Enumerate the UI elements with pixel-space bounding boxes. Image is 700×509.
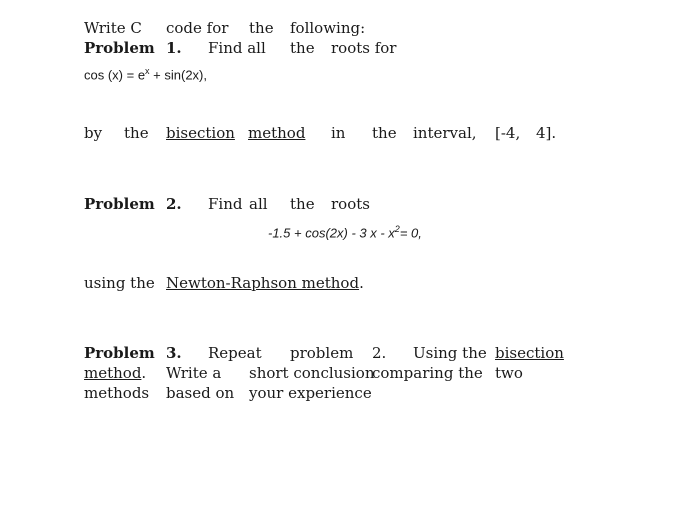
p1-by: by	[84, 124, 103, 142]
equation-2	[268, 220, 422, 242]
equation-1	[84, 62, 207, 84]
line1-write: Write C	[84, 19, 142, 37]
problem-3-label: Problem	[84, 344, 155, 362]
p1-bisection: bisection	[166, 124, 235, 142]
p2-method-phrase	[166, 274, 364, 292]
p1-the: the	[124, 124, 149, 142]
problem-2-find: Find	[208, 195, 243, 213]
p3-problem: problem	[290, 344, 354, 362]
equation-2-main: -1.5 + cos(2x) - 3 x - x	[268, 225, 395, 241]
equation-2-tail: = 0,	[399, 225, 422, 241]
p3-repeat: Repeat	[208, 344, 262, 362]
p1-method: method	[248, 124, 306, 142]
problem-2-all: all	[249, 195, 268, 213]
p1-interval-start: [-4,	[495, 124, 521, 142]
p3-method-period: .	[141, 364, 147, 382]
p1-interval: interval,	[413, 124, 477, 142]
equation-1-main: cos (x) = e	[84, 67, 146, 83]
p2-newton-raphson: Newton-Raphson method	[166, 274, 360, 292]
p3-comparing-the: comparing the	[372, 364, 483, 382]
p1-the-2: the	[372, 124, 397, 142]
equation-1-tail: + sin(2x),	[153, 67, 207, 83]
problem-1-roots-for: roots for	[331, 39, 397, 57]
p1-in: in	[331, 124, 346, 142]
equation-1-exponent: x	[145, 66, 150, 76]
problem-2-the: the	[290, 195, 315, 213]
line1-following: following:	[290, 19, 366, 37]
problem-1-number: 1.	[166, 39, 182, 57]
p3-2: 2.	[372, 344, 387, 362]
p3-bisection: bisection	[495, 344, 564, 362]
p3-write-a: Write a	[166, 364, 222, 382]
problem-1-the: the	[290, 39, 315, 57]
line1-the: the	[249, 19, 274, 37]
problem-1-label: Problem	[84, 39, 155, 57]
p2-period: .	[359, 274, 364, 292]
p3-using-the: Using the	[413, 344, 487, 362]
problem-2-number: 2.	[166, 195, 182, 213]
p2-using-the: using the	[84, 274, 155, 292]
p3-method-word	[84, 364, 146, 382]
p3-your-experience: your experience	[249, 384, 372, 402]
problem-2-label: Problem	[84, 195, 155, 213]
p3-methods: methods	[84, 384, 150, 402]
line1-code-for: code for	[166, 19, 229, 37]
p1-interval-end: 4].	[536, 124, 557, 142]
p3-method: method	[84, 364, 142, 382]
p3-based-on: based on	[166, 384, 235, 402]
problem-2-roots: roots	[331, 195, 370, 213]
problem-3-number: 3.	[166, 344, 182, 362]
p3-short-conclusion: short conclusion	[249, 364, 375, 382]
equation-2-exponent: 2	[394, 224, 400, 234]
problem-1-find-all: Find all	[208, 39, 266, 57]
p3-two: two	[495, 364, 523, 382]
